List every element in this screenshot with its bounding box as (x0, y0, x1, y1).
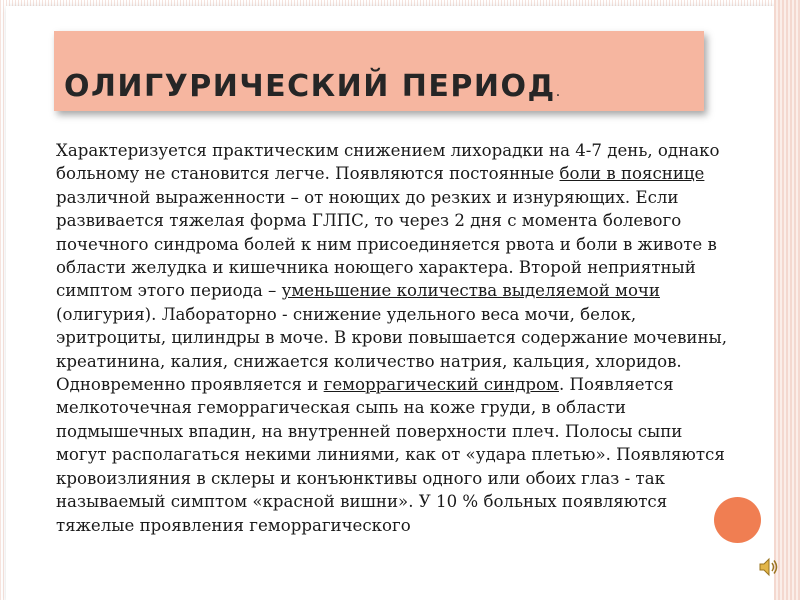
underlined-term-hemorrhagic-syndrome: геморрагический синдром (323, 375, 559, 395)
body-text-run: . Появляется мелкоточечная геморрагическая сыпь на коже груди, в области подмышечных впадин, на внутренней поверхности плеч. Полосы сыпи могут располагаться некими линиями, как от «удара плетью». Появляются кровоизлияния в склеры и конъюнктивы одного или обоих глаз - так называемый симптом «красной вишни». У 10 % больных появляются тяжелые проявления геморрагического (56, 375, 725, 535)
underlined-term-back-pain: боли в пояснице (559, 164, 705, 184)
slide-title-dot: . (555, 84, 562, 100)
speaker-icon-graphic (758, 556, 780, 578)
orange-circle-icon (714, 497, 761, 543)
title-banner (54, 31, 704, 111)
slide-title-text: ОЛИГУРИЧЕСКИЙ ПЕРИОД (64, 69, 556, 104)
speaker-icon[interactable] (758, 556, 780, 578)
body-text-run: (олигурия). Лабораторно - снижение удельного веса мочи, белок, эритроциты, цилиндры в моче. В крови повышается содержание мочевины, креатинина, калия, снижается количество натрия, кальция, хлоридов. (56, 304, 728, 371)
underlined-term-oliguria: уменьшение количества выделяемой мочи (281, 281, 660, 301)
right-decorative-band (774, 0, 800, 600)
slide-title (64, 69, 562, 104)
slide-body-text (56, 139, 728, 537)
body-text-run: различной выраженности – от ноющих до резких и изнуряющих. Если развивается тяжелая форма ГЛПС, то через 2 дня с момента болевого почечного синдрома болей к ним присоединяется рвота и боли в животе в области желудка и кишечника ноющего характера. Второй неприятный симптом этого периода – (56, 187, 717, 301)
body-text-run: Характеризуется практическим снижением лихорадки на 4-7 день, однако больному не становится легче. Появляются постоянные (56, 141, 720, 184)
body-text-run: Одновременно проявляется и (56, 375, 324, 395)
